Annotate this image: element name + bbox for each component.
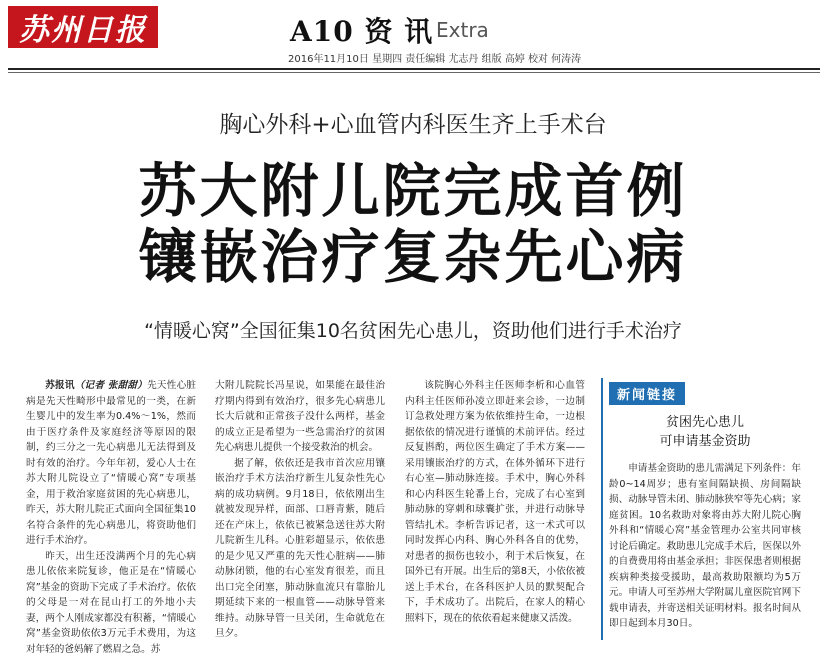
dateline: 2016年11月10日 星期四 责任编辑 尤志丹 组版 高婷 校对 何涛涛 <box>288 50 581 65</box>
sidebar-title-line-2: 可申请基金资助 <box>609 432 801 451</box>
news-link-tag: 新闻链接 <box>609 382 685 405</box>
masthead-rule-thick <box>8 68 820 70</box>
page-section-label: A10 资 讯 <box>290 10 433 50</box>
article-kicker: 胸心外科+心血管内科医生齐上手术台 <box>0 106 826 139</box>
sidebar-body: 申请基金资助的患儿需满足下列条件：年龄0~14周岁；患有室间隔缺损、房间隔缺损、动脉导管未闭、肺动脉狭窄等先心病；家庭贫困。10名救助对象将由苏大附儿院心胸外科和“情暖心窝”基金管理办公室共同审核讨论后确定。救助患儿完成手术后，医保以外的自费费用将由基金承担；非医保患者则根据疾病种类接受援助，最高救助限额均为5万元。申请人可至苏州大学附属儿童医院官网下载申请表，并寄送相关证明材料。报名时间从即日起到本月30日。 <box>609 461 801 632</box>
byline-reporter: （记者 张甜甜） <box>75 380 147 391</box>
article-paragraph <box>26 378 196 549</box>
article-paragraph: 该院胸心外科主任医师李析和心血管内科主任医师孙凌立即赶来会诊，一边制订急救处理方案为依依维持生命，一边根据依依的情况进行谨慎的术前评估。经过反复斟酌，两位医生确定了手术方案——采用镶嵌治疗的方式，在体外循环下进行右心室—肺动脉连接。手术中，胸心外科和心内科医生轮番上台，完成了右心室到肺动脉的穿刺和球囊扩张，并进行动脉导管结扎术。李析告诉记者，这一术式可以同时发挥心内科、胸心外科各自的优势，对患者的损伤也较小，利于术后恢复，在国外已有开展。出生后的第8天，小依依被送上手术台，在各科医护人员的默契配合下，手术成功了。出院后，在家人的精心照料下，现在的依依看起来健康又活泼。 <box>405 378 585 626</box>
masthead-rule-thin <box>8 72 820 73</box>
article-column-1 <box>26 378 196 640</box>
masthead <box>0 0 826 78</box>
newspaper-logo: 苏州日报 <box>8 6 158 48</box>
byline-name: 苏报讯 <box>45 380 75 391</box>
section-english-label: Extra <box>436 18 489 42</box>
article-paragraph: 大附儿院院长冯星说，如果能在最佳治疗期内得到有效治疗，很多先心病患儿长大后就和正常孩子没什么两样，基金的成立正是希望为一些急需治疗的贫困先心病患儿提供一个接受救治的机会。 <box>215 378 385 456</box>
sidebar-title <box>609 413 801 451</box>
article-subhead: “情暖心窝”全国征集10名贫困先心患儿，资助他们进行手术治疗 <box>0 316 826 343</box>
headline-line-2: 镶嵌治疗复杂先心病 <box>0 226 826 288</box>
article-column-2 <box>215 378 385 640</box>
paragraph-text: 先天性心脏病是先天性畸形中最常见的一类，在新生婴儿中的发生率为0.4%～1%，然而由于医疗条件及家庭经济等原因的限制，约三分之一先心病患儿无法得到及时有效的治疗。今年年初，爱心人士在苏大附儿院设立了“情暖心窝”专项基金，用于救治家庭贫困的先心病患儿，昨天，苏大附儿院正式面向全国征集10名符合条件的先心病患儿，将资助他们进行手术治疗。 <box>26 380 196 546</box>
headline-line-1: 苏大附儿院完成首例 <box>0 160 826 222</box>
article-paragraph: 据了解，依依还是我市首次应用镶嵌治疗手术方法治疗新生儿复杂性先心病的成功病例。9月18日，依依刚出生就被发现异样，面部、口唇青紫，随后还在产床上，依依已被紧急送往苏大附儿院新生儿科。心脏彩超显示，依依患的是少见又严重的先天性心脏病——肺动脉闭锁，他的右心室发育很差，而且出口完全闭塞，肺动脉血流只有靠胎儿期延续下来的一根血管——动脉导管来维持。动脉导管一旦关闭，生命就危在旦夕。 <box>215 456 385 642</box>
sidebar-title-line-1: 贫困先心患儿 <box>609 413 801 432</box>
article-column-3 <box>405 378 585 640</box>
news-link-sidebar <box>601 378 801 640</box>
article-paragraph: 昨天，出生还没满两个月的先心病患儿依依来院复诊，他正是在“情暖心窝”基金的资助下完成了手术治疗。依依的父母是一对在昆山打工的外地小夫妻，两个人刚成家都没有积蓄，“情暖心窝”基金资助依依3万元手术费用，为这对年轻的爸妈解了燃眉之急。苏 <box>26 549 196 657</box>
